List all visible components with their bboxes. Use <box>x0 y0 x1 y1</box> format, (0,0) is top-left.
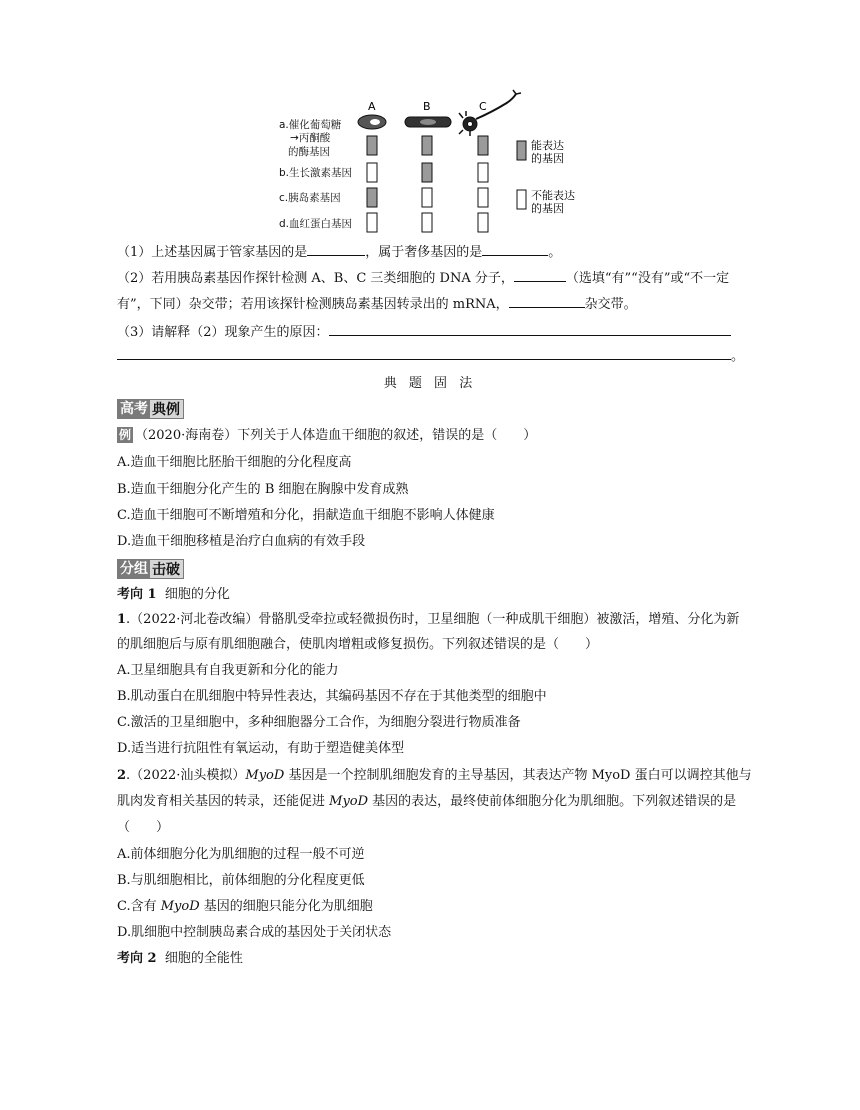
cell-b-icon <box>405 117 451 127</box>
group-breakthrough-badge: 分组 击破 <box>117 559 184 579</box>
example-option-d: D.造血干细胞移植是治疗白血病的有效手段 <box>117 534 366 549</box>
legend-express-swatch <box>517 141 526 160</box>
row-label-a3: 的酶基因 <box>288 146 330 158</box>
q1-option-b: B.肌动蛋白在肌细胞中特异性表达，其编码基因不存在于其他类型的细胞中 <box>117 689 547 704</box>
row-label-d: d.血红蛋白基因 <box>279 218 353 230</box>
q2-option-a: A.前体细胞分化为肌细胞的过程一般不可逆 <box>117 847 365 862</box>
answer-blank[interactable] <box>509 293 585 308</box>
q1-option-c: C.激活的卫星细胞中，多种细胞器分工合作，为细胞分裂进行物质准备 <box>117 715 521 730</box>
expression-box-b-b <box>422 163 432 182</box>
cell-a-icon <box>358 115 386 129</box>
expression-box-d-b <box>422 213 432 232</box>
example-option-a: A.造血干细胞比胚胎干细胞的分化程度高 <box>117 455 352 470</box>
q1-option-d: D.适当进行抗阻性有氧运动，有助于塑造健美体型 <box>117 741 405 756</box>
q2-line2: 肌肉发育相关基因的转录，还能促进 MyoD 基因的表达，最终使前体细胞分化为肌细胞。下列叙述错误的是 <box>117 794 737 809</box>
question-1: （1）上述基因属于管家基因的是 ，属于奢侈基因的是 。 <box>117 241 561 263</box>
answer-blank[interactable] <box>482 241 548 256</box>
question-2-line2: 有”，下同）杂交带；若用该探针检测胰岛素基因转录出的 mRNA， 杂交带。 <box>117 293 637 315</box>
topic-1-heading: 考向 1 细胞的分化 <box>117 587 230 602</box>
gene-expression-figure <box>0 0 860 240</box>
expression-box-a-c <box>478 136 488 155</box>
q2-line1: 2.（2022·汕头模拟）MyoD 基因是一个控制肌细胞发育的主导基因，其表达产物 MyoD 蛋白可以调控其他与 <box>117 768 752 783</box>
topic-2-heading: 考向 2 细胞的全能性 <box>117 951 243 966</box>
q2-option-b: B.与肌细胞相比，前体细胞的分化程度更低 <box>117 873 365 888</box>
expression-box-b-c <box>478 163 488 182</box>
legend-noexpress-line2: 的基因 <box>531 202 564 215</box>
answer-blank[interactable] <box>514 267 566 282</box>
expression-box-a-b <box>422 136 432 155</box>
q2-option-d: D.肌细胞中控制胰岛素合成的基因处于关闭状态 <box>117 925 392 940</box>
expression-box-d-a <box>367 213 377 232</box>
q1-line1: 1.（2022·河北卷改编）骨骼肌受牵拉或轻微损伤时，卫星细胞（一种成肌干细胞）被激活，增殖、分化为新 <box>117 612 740 627</box>
q1-line2: 的肌细胞后与原有肌细胞融合，使肌肉增粗或修复损伤。下列叙述错误的是（ ） <box>117 637 599 652</box>
legend-noexpress-line1: 不能表达 <box>531 189 575 202</box>
expression-grid <box>367 136 488 232</box>
answer-blank[interactable] <box>307 241 365 256</box>
section-title: 典 题 固 法 <box>383 376 477 391</box>
expression-box-c-a <box>367 188 377 207</box>
expression-box-a-a <box>367 136 377 155</box>
expression-box-b-a <box>367 163 377 182</box>
col-label-b: B <box>423 100 431 113</box>
example-option-c: C.造血干细胞可不断增殖和分化，捐献造血干细胞不影响人体健康 <box>117 508 495 523</box>
legend-express-line2: 的基因 <box>531 152 564 165</box>
question-2-line1: （2）若用胰岛素基因作探针检测 A、B、C 三类细胞的 DNA 分子， （选填“有”“没有”或“不一定 <box>117 267 729 289</box>
legend-express-line1: 能表达 <box>531 139 564 152</box>
row-label-a1: a.催化葡萄糖 <box>279 119 342 131</box>
example-option-b: B.造血干细胞分化产生的 B 细胞在胸腺中发育成熟 <box>117 482 409 497</box>
col-label-a: A <box>368 100 376 113</box>
question-3-cont: 。 <box>117 345 744 367</box>
row-label-a2: →丙酮酸 <box>290 132 331 144</box>
col-label-c: C <box>479 100 487 113</box>
row-label-c: c.胰岛素基因 <box>279 192 341 204</box>
example-stem: 例 （2020·海南卷）下列关于人体造血干细胞的叙述，错误的是（ ） <box>119 428 537 443</box>
answer-blank[interactable] <box>117 345 731 360</box>
row-label-b: b.生长激素基因 <box>279 167 353 179</box>
cell-c-icon <box>459 90 521 136</box>
gaokao-example-badge: 高考 典例 <box>117 399 184 419</box>
expression-box-c-c <box>478 188 488 207</box>
expression-box-c-b <box>422 188 432 207</box>
legend-noexpress-swatch <box>517 190 526 209</box>
expression-box-d-c <box>478 213 488 232</box>
answer-blank[interactable] <box>329 321 731 336</box>
q2-option-c: C.含有 MyoD 基因的细胞只能分化为肌细胞 <box>117 899 373 914</box>
question-3: （3）请解释（2）现象产生的原因： <box>117 321 731 343</box>
example-tag: 例 <box>119 428 132 442</box>
q1-option-a: A.卫星细胞具有自我更新和分化的能力 <box>117 663 339 678</box>
q2-line3: （ ） <box>117 820 170 835</box>
